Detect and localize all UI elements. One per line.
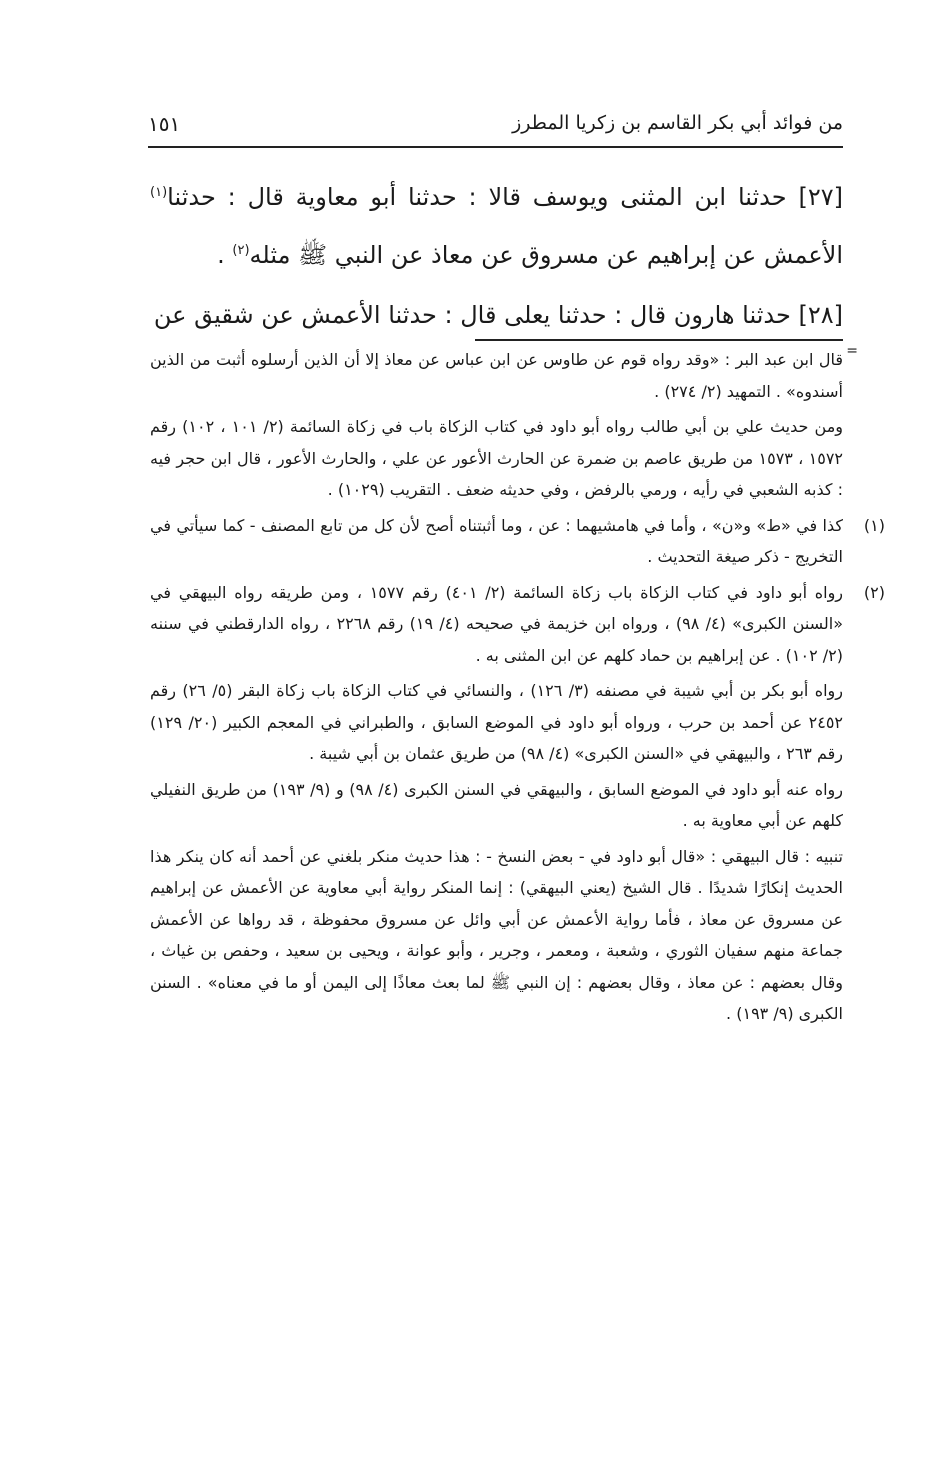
footnote-continued-2: ومن حديث علي بن أبي طالب رواه أبو داود في كتاب الزكاة باب في زكاة السائمة (٢/ ١٠١ ، ١٠٢) رقم ١٥٧٢ ، ١٥٧٣ من طريق عاصم بن ضمرة عن الحارث الأعور عن علي ، والحارث الأعور ، قال ابن حجر فيه : كذبه الشعبي في رأيه ، ورمي بالرفض ، وفي حديثه ضعف . التقريب (١٠٢٩) . [150,417,844,499]
continuation-mark: = [846,343,858,359]
main-text [150,168,843,344]
hadith-28-text: [٢٨] حدثنا هارون قال : حدثنا يعلى قال : حدثنا الأعمش عن شقيق عن [153,301,843,329]
hadith-27 [150,168,843,284]
footnote-2-number: (٢) [863,582,885,602]
hadith-28 [150,286,843,344]
footnote-2 [150,577,885,672]
hadith-27-text: [٢٧] حدثنا ابن المثنى ويوسف قالا : حدثنا أبو معاوية قال : حدثنا [167,183,843,211]
footnote-1 [150,510,885,573]
footnote-continued-1: قال ابن عبد البر : «وقد رواه قوم عن طاوس عن ابن عباس عن معاذ إلا أن الذين أرسلوه أثبت من الذين أسندوه» . التمهيد (٢/ ٢٧٤) . [150,350,843,401]
footnote-divider [475,339,843,341]
hadith-27-end: . [217,241,233,269]
footnote-2-text: رواه أبو داود في كتاب الزكاة باب زكاة السائمة (٢/ ٤٠١) رقم ١٥٧٧ ، ومن طريقه رواه البيهقي في «السنن الكبرى» (٤/ ٩٨) ، ورواه ابن خزيمة في صحيحه (٤/ ١٩) رقم ٢٢٦٨ ، رواه الدارقطني في سننه (٢/ ١٠٢) . عن إبراهيم بن حماد كلهم عن ابن المثنى به . [150,582,844,665]
hadith-27-text-cont: الأعمش عن إبراهيم عن مسروق عن معاذ عن النبي ﷺ مثله [249,241,843,269]
footnote-ref-1: (١) [150,185,168,200]
running-header [148,112,843,142]
footnote-1-number: (١) [863,515,885,535]
header-divider [148,146,843,148]
footnote-2-paragraph-4: تنبيه : قال البيهقي : «قال أبو داود في - بعض النسخ - : هذا حديث منكر بلغني عن أحمد أنه كان ينكر هذا الحديث إنكارًا شديدًا . قال الشيخ (يعني البيهقي) : إنما المنكر رواية أبي معاوية عن الأعمش عن إبراهيم عن مسروق عن معاذ ، فأما رواية الأعمش عن أبي وائل عن مسروق محفوظة ، قد رواها عن الأعمش جماعة منهم سفيان الثوري ، وشعبة ، ومعمر ، وجرير ، وأبو عوانة ، ويحيى بن سعيد ، وحفص بن غياث ، وقال بعضهم : عن معاذ ، وقال بعضهم : إن النبي ﷺ لما بعث معاذًا إلى اليمن أو ما في معناه» . السنن الكبرى (٩/ ١٩٣) . [150,846,843,1023]
page-number: ١٥١ [148,112,181,136]
footnote-2-paragraph-3: رواه عنه أبو داود في الموضع السابق ، والبيهقي في السنن الكبرى (٤/ ٩٨) و (٩/ ١٩٣) من طريق النفيلي كلهم عن أبي معاوية به . [150,779,843,830]
book-title: من فوائد أبي بكر القاسم بن زكريا المطرز [512,112,843,134]
footnotes [150,344,885,1030]
footnote-2-paragraph-2: رواه أبو بكر بن أبي شيبة في مصنفه (٣/ ١٢٦) ، والنسائي في كتاب الزكاة باب زكاة البقر (٥/ ٢٦) رقم ٢٤٥٢ عن أحمد بن حرب ، ورواه أبو داود في الموضع السابق ، والطبراني في المعجم الكبير (٢٠/ ١٢٩) رقم ٢٦٣ ، والبيهقي في «السنن الكبرى» (٤/ ٩٨) من طريق عثمان بن أبي شيبة . [150,681,844,763]
footnote-ref-2: (٢) [232,243,250,258]
footnote-1-text: كذا في «ط» و«ن» ، وأما في هامشيهما : عن ، وما أثبتناه أصح لأن كل من تابع المصنف - كما سيأتي في التخريج - ذكر صيغة التحديث . [150,515,843,566]
